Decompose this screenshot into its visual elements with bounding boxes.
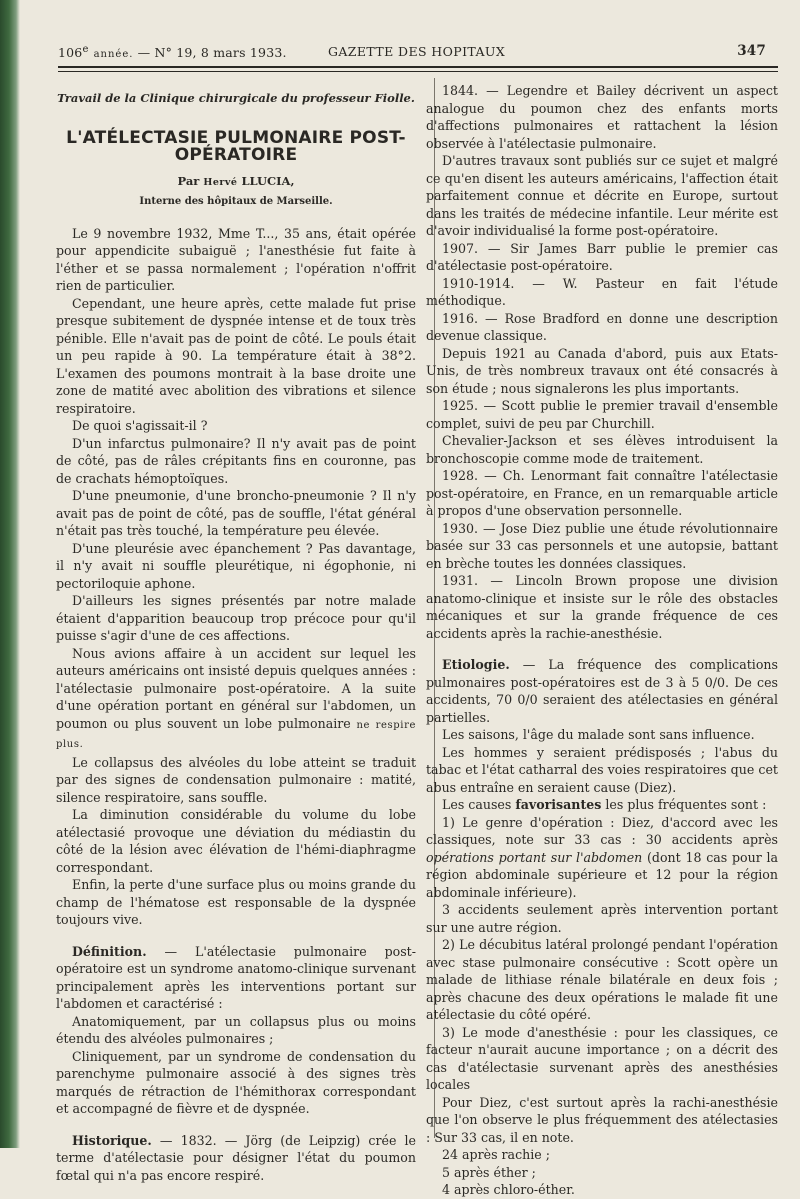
paragraph: D'une pleurésie avec épanchement ? Pas davantage, il n'y avait ni souffle pleurétique, ni égophonie, ni pectoriloquie aphone. xyxy=(56,540,416,591)
paragraph: De quoi s'agissait-il ? xyxy=(72,418,208,433)
journal-title: GAZETTE DES HOPITAUX xyxy=(328,44,506,59)
paragraph: Cliniquement, par un syndrome de condensation du parenchyme pulmonaire associé à des signes très marqués de rétraction de l'hémithorax correspondant et accompagné de fièvre et de dyspnée. xyxy=(56,1048,416,1116)
paragraph-text: 1) Le genre d'opération : Diez, d'accord avec les classiques, note sur 33 cas : 30 accidents après xyxy=(426,814,778,847)
paragraph: 1931. — Lincoln Brown propose une division anatomo-clinique et insiste sur le rôle des obstacles mécaniques et sur la grande fréquence de ces accidents après la rachie-anesthésie. xyxy=(426,573,778,641)
article-byline xyxy=(56,173,416,192)
paragraph: 1844. — Legendre et Bailey décrivent un aspect analogue du poumon chez des enfants morts d'affections pulmonaires et rattachent la lésion observée à l'atélectasie pulmonaire. xyxy=(426,83,778,151)
paragraph-text: (dont 18 cas pour la région abdominale supérieure et 12 pour la région abdominale inférieure). xyxy=(426,849,778,900)
paragraph: 1925. — Scott publie le premier travail d'ensemble complet, suivi de peu par Churchill. xyxy=(426,398,778,431)
section-heading-etiologie: Etiologie. xyxy=(442,657,510,672)
definition-paragraph xyxy=(56,943,416,1013)
paragraph-text: — L'atélectasie pulmonaire post-opératoire est un syndrome anatomo-clinique survenant principalement après les interventions portant sur l'abdomen et caractérisé : xyxy=(56,943,416,1011)
paragraph-text: Nous avions affaire à un accident sur lequel les auteurs américains ont insisté depuis quelques années : l'atélectasie pulmonaire post-opératoire. A la suite d'une opération portant en général sur l'abdomen, un poumon ou plus souvent un lobe pulmonaire xyxy=(56,645,416,731)
paragraph: Depuis 1921 au Canada d'abord, puis aux Etats-Unis, de très nombreux travaux ont été consacrés à son étude ; nous signalerons les plus importants. xyxy=(426,345,778,396)
paragraph: 1928. — Ch. Lenormant fait connaître l'atélectasie post-opératoire, en France, en un remarquable article à propos d'une observation personnelle. xyxy=(426,468,778,518)
paragraph: 1907. — Sir James Barr publie le premier cas d'atélectasie post-opératoire. xyxy=(426,240,778,273)
article-credit: Travail de la Clinique chirurgicale du professeur Fiolle. xyxy=(57,91,415,105)
paragraph: Anatomiquement, par un collapsus plus ou moins étendu des alvéoles pulmonaires ; xyxy=(56,1013,416,1046)
history-paragraph xyxy=(56,1132,416,1185)
paragraph: 1930. — Jose Diez publie une étude révolutionnaire basée sur 33 cas personnels et une autopsie, battant en brèche toutes les données classiques. xyxy=(426,520,778,571)
issue-number: 106 xyxy=(58,45,83,61)
section-gap xyxy=(426,642,778,656)
author-last-name: LLUCIA, xyxy=(237,173,295,188)
paragraph xyxy=(426,814,778,902)
running-header xyxy=(58,44,766,64)
paragraph xyxy=(426,796,778,814)
paragraph: 1916. — Rose Bradford en donne une description devenue classique. xyxy=(426,310,778,343)
issue-date: — N° 19, 8 mars 1933. xyxy=(133,45,287,61)
section-gap xyxy=(56,929,416,943)
paragraph: 3 accidents seulement après intervention portant sur une autre région. xyxy=(426,902,778,935)
paragraph-text: les plus fréquentes sont : xyxy=(601,797,767,812)
article-title: L'ATÉLECTASIE PULMONAIRE POST-OPÉRATOIRE xyxy=(66,127,406,165)
list-item: 4 après chloro-éther. xyxy=(442,1182,575,1197)
paragraph: 3) Le mode d'anesthésie : pour les classiques, ce facteur n'aurait aucune importance ; on a décrit des cas d'atélectasie survenant après des anesthésies locales xyxy=(426,1024,778,1092)
etiology-paragraph xyxy=(426,656,778,726)
right-column xyxy=(426,82,778,1199)
issue-info xyxy=(58,44,287,60)
section-heading-historique: Historique. xyxy=(72,1132,152,1148)
paragraph-text: Les causes xyxy=(442,797,516,812)
paragraph: Enfin, la perte d'une surface plus ou moins grande du champ de l'hématose est responsable de la dyspnée toujours vive. xyxy=(56,877,416,927)
paragraph: Cependant, une heure après, cette malade fut prise presque subitement de dyspnée intense et de toux très pénible. Elle n'avait pas de point de côté. Le pouls était un peu rapide à 90. La température était à 38°2. L'examen des poumons montrait à la base droite une zone de matité avec abolition des vibrations et silence respiratoire. xyxy=(56,295,416,416)
list-item: 24 après rachie ; xyxy=(442,1147,550,1162)
paragraph: Le 9 novembre 1932, Mme T..., 35 ans, était opérée pour appendicite subaiguë ; l'anesthésie fut faite à l'éther et se passa normalement ; l'opération n'offrit rien de particulier. xyxy=(56,225,416,293)
paragraph: Le collapsus des alvéoles du lobe atteint se traduit par des signes de condensation pulmonaire : matité, silence respiratoire, sans souffle. xyxy=(56,754,416,805)
author-affiliation: Interne des hôpitaux de Marseille. xyxy=(139,196,333,207)
paragraph: Pour Diez, c'est surtout après la rachi-anesthésie que l'on observe le plus fréquemment des atélectasies : Sur 33 cas, il en note. xyxy=(426,1094,778,1145)
newspaper-page xyxy=(22,0,800,1197)
emphasis-italic: opérations portant sur l'abdomen xyxy=(426,849,643,865)
left-column xyxy=(56,82,416,1184)
byline-par: Par xyxy=(177,173,204,188)
paragraph: Les hommes y seraient prédisposés ; l'abus du tabac et l'état catharral des voies respiratoires que cet abus entraîne en seraient cause (Diez). xyxy=(426,744,778,795)
paragraph: 2) Le décubitus latéral prolongé pendant l'opération avec stase pulmonaire consécutive : Scott opère un malade de lithiase rénale bilatérale en deux fois ; après chacune des deux opérations le malade fit une atélectasie du côté opéré. xyxy=(426,937,778,1022)
author-first-name: Hervé xyxy=(203,176,238,188)
section-gap xyxy=(56,1118,416,1132)
emphasis-smallcaps: ne respire plus. xyxy=(56,719,416,750)
paragraph: Chevalier-Jackson et ses élèves introduisent la bronchoscopie comme mode de traitement. xyxy=(426,433,778,466)
page-number: 347 xyxy=(737,43,766,59)
paragraph: Les saisons, l'âge du malade sont sans influence. xyxy=(442,727,755,742)
list-item: 5 après éther ; xyxy=(442,1164,536,1180)
section-heading-definition: Définition. xyxy=(72,943,147,959)
paragraph: D'un infarctus pulmonaire? Il n'y avait pas de point de côté, pas de râles crépitants fins en couronne, pas de crachats hémoptoïques. xyxy=(56,435,416,486)
paragraph-text: — La fréquence des complications pulmonaires post-opératoires est de 3 à 5 0/0. De ces accidents, 70 0/0 seraient des atélectasies en général partielles. xyxy=(426,657,778,725)
paragraph-text: — 1832. — Jörg (de Leipzig) crée le terme d'atélectasie pour désigner l'état du poumon fœtal qui n'a pas encore respiré. xyxy=(56,1132,416,1183)
paragraph: 1910-1914. — W. Pasteur en fait l'étude méthodique. xyxy=(426,275,778,308)
paragraph: D'autres travaux sont publiés sur ce sujet et malgré ce qu'en disent les auteurs américains, l'affection était parfaitement connue et décrite en Europe, surtout dans les traités de médecine infantile. Leur mérite est d'avoir individualisé la forme post-opératoire. xyxy=(426,153,778,238)
book-binding-edge xyxy=(0,0,20,1148)
issue-annee: année. xyxy=(89,49,134,61)
header-rule-thin xyxy=(58,71,778,72)
header-rule-thick xyxy=(58,66,778,68)
paragraph: D'ailleurs les signes présentés par notre malade étaient d'apparition beaucoup trop précoce pour qu'il puisse s'agir d'une de ces affections. xyxy=(56,593,416,643)
paragraph: D'une pneumonie, d'une broncho-pneumonie ? Il n'y avait pas de point de côté, pas de souffle, l'état général n'était pas très touché, la température peu élevée. xyxy=(56,488,416,538)
paragraph xyxy=(56,645,416,754)
paragraph: La diminution considérable du volume du lobe atélectasié provoque une déviation du médiastin du côté de la lésion avec élévation de l'hémi-diaphragme correspondant. xyxy=(56,807,416,875)
emphasis-bold: favorisantes xyxy=(515,797,602,812)
issue-superscript: e xyxy=(82,44,90,55)
